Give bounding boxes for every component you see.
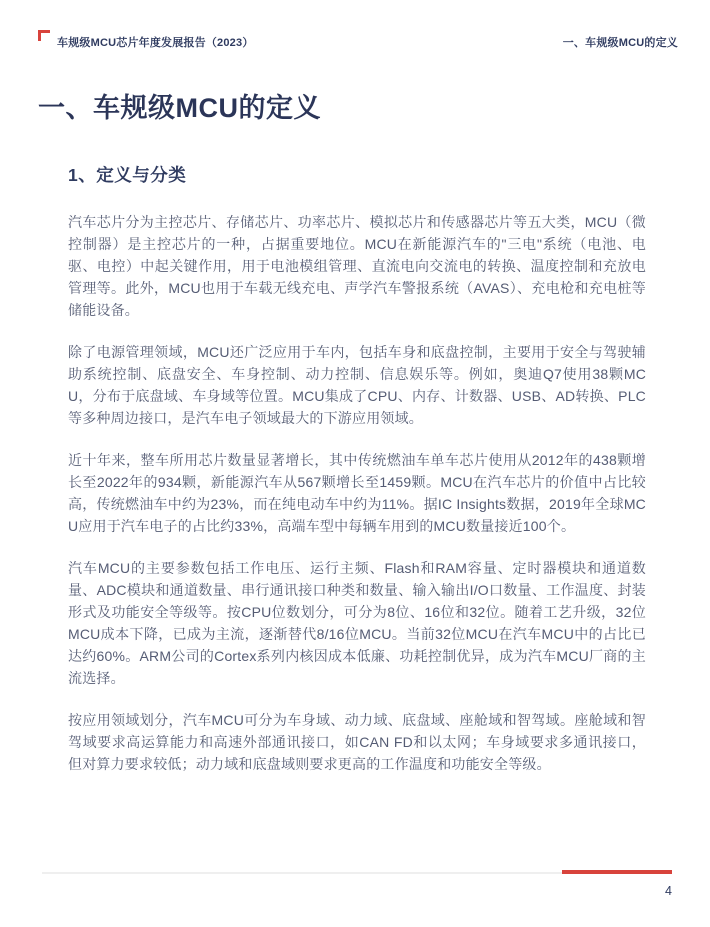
body-content	[68, 211, 646, 795]
paragraph-2: 除了电源管理领域，MCU还广泛应用于车内，包括车身和底盘控制，主要用于安全与驾驶辅助系统控制、底盘安全、车身控制、动力控制、信息娱乐等。例如，奥迪Q7使用38颗MCU，分布于底盘域、车身域等位置。MCU集成了CPU、内存、计数器、USB、AD转换、PLC等多种周边接口，是汽车电子领域最大的下游应用领域。	[68, 344, 646, 426]
page-number: 4	[665, 884, 672, 898]
paragraph-5: 按应用领域划分，汽车MCU可分为车身域、动力域、底盘域、座舱域和智驾域。座舱域和智驾域要求高运算能力和高速外部通讯接口，如CAN FD和以太网；车身域要求多通讯接口，但对算力要求较低；动力域和底盘域则要求更高的工作温度和功能安全等级。	[68, 712, 646, 772]
report-title-header: 车规级MCU芯片年度发展报告（2023）	[57, 37, 254, 49]
header-left	[38, 29, 254, 50]
page-title: 一、车规级MCU的定义	[38, 93, 321, 123]
chapter-header: 一、车规级MCU的定义	[562, 37, 678, 49]
paragraph-3: 近十年来，整车所用芯片数量显著增长，其中传统燃油车单车芯片使用从2012年的438颗增长至2022年的934颗，新能源汽车从567颗增长至1459颗。MCU在汽车芯片的价值中占比较高，传统燃油车中约为23%，而在纯电动车中约为11%。据IC Insights数据，2019年全球MCU应用于汽车电子的占比约33%，高端车型中每辆车用到的MCU数量接近100个。	[68, 452, 646, 534]
corner-bracket-icon	[38, 30, 50, 41]
paragraph-4: 汽车MCU的主要参数包括工作电压、运行主频、Flash和RAM容量、定时器模块和通道数量、ADC模块和通道数量、串行通讯接口种类和数量、输入输出I/O口数量、工作温度、封装形式及功能安全等级等。按CPU位数划分，可分为8位、16位和32位。随着工艺升级，32位MCU成本下降，已成为主流，逐渐替代8/16位MCU。当前32位MCU在汽车MCU中的占比已达约60%。ARM公司的Cortex系列内核因成本低廉、功耗控制优异，成为汽车MCU厂商的主流选择。	[68, 560, 646, 686]
footer-divider	[42, 872, 563, 874]
footer-accent-bar	[562, 870, 672, 874]
paragraph-1: 汽车芯片分为主控芯片、存储芯片、功率芯片、模拟芯片和传感器芯片等五大类，MCU（微控制器）是主控芯片的一种，占据重要地位。MCU在新能源汽车的"三电"系统（电池、电驱、电控）中起关键作用，用于电池模组管理、直流电向交流电的转换、温度控制和充放电管理等。此外，MCU也用于车载无线充电、声学汽车警报系统（AVAS）、充电枪和充电桩等储能设备。	[68, 214, 646, 318]
section-subtitle: 1、定义与分类	[68, 165, 187, 185]
